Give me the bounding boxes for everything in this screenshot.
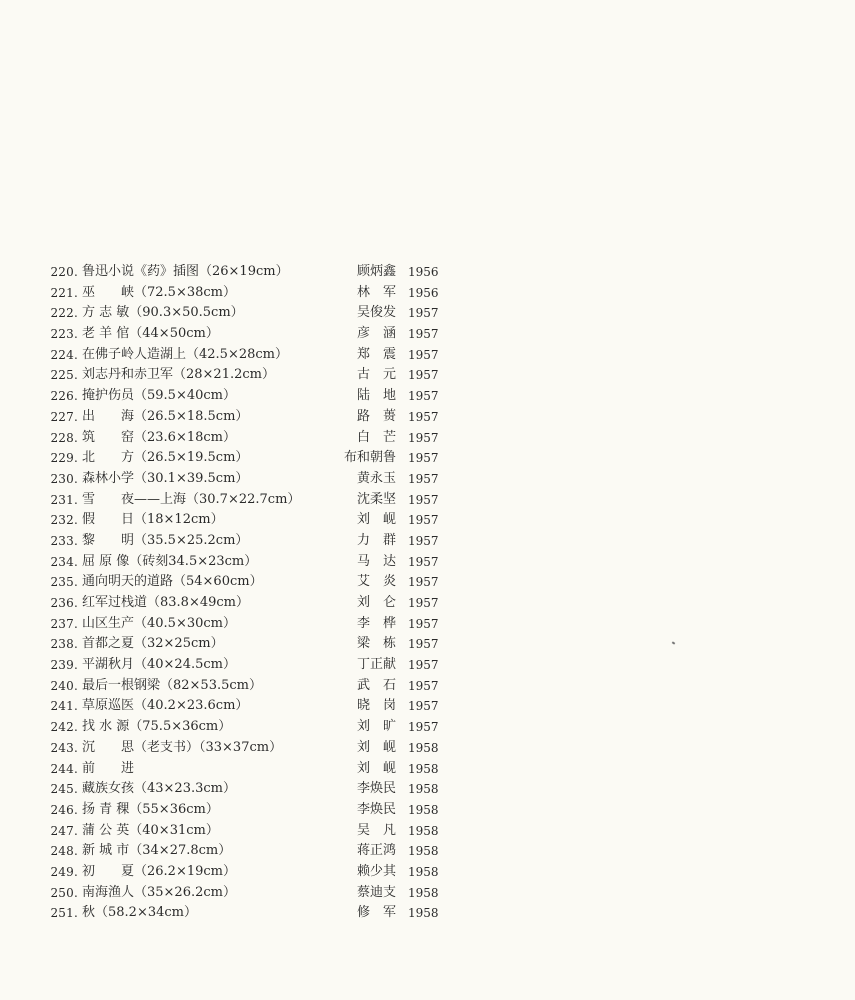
list-item xyxy=(40,759,460,780)
entry-number: 248. xyxy=(50,844,78,859)
artwork-title: 初 夏（26.2×19cm） xyxy=(82,863,236,879)
artwork-year: 1957 xyxy=(408,471,439,486)
entry-number: 244. xyxy=(50,761,78,776)
list-item xyxy=(40,676,460,697)
entry-number: 238. xyxy=(50,637,78,652)
artwork-title: 巫 峡（72.5×38cm） xyxy=(82,284,236,300)
artwork-title: 找 水 源（75.5×36cm） xyxy=(82,719,232,735)
list-item xyxy=(40,614,460,635)
artist-name: 李焕民 xyxy=(356,801,396,817)
artwork-year: 1957 xyxy=(408,389,439,404)
artwork-title: 最后一根钢梁（82×53.5cm） xyxy=(82,677,262,693)
artwork-title: 北 方（26.5×19.5cm） xyxy=(82,450,249,466)
list-item xyxy=(40,303,460,324)
entry-number: 236. xyxy=(50,596,78,610)
artwork-title: 老 羊 倌（44×50cm） xyxy=(82,326,219,342)
artist-name: 赖少其 xyxy=(356,863,396,879)
artist-name: 晓 岗 xyxy=(356,698,396,714)
artwork-year: 1957 xyxy=(408,596,439,610)
list-item xyxy=(40,634,460,655)
artwork-year: 1957 xyxy=(408,306,439,321)
list-item xyxy=(40,862,460,883)
artist-name: 林 军 xyxy=(356,284,396,300)
artist-name: 吴俊发 xyxy=(356,305,396,321)
artist-name: 武 石 xyxy=(356,677,396,693)
artwork-year: 1957 xyxy=(408,658,439,673)
artwork-year: 1957 xyxy=(408,513,439,528)
entry-number: 227. xyxy=(50,409,78,424)
artist-name: 刘 旷 xyxy=(356,719,396,735)
artwork-year: 1957 xyxy=(408,409,439,424)
artist-name: 彦 涵 xyxy=(356,326,396,342)
entry-number: 241. xyxy=(50,699,78,714)
artwork-title: 刘志丹和赤卫军（28×21.2cm） xyxy=(82,367,275,383)
artwork-year: 1957 xyxy=(408,637,439,652)
artist-name: 郑 震 xyxy=(356,346,396,362)
artist-name: 路 蒉 xyxy=(356,408,396,424)
artwork-year: 1957 xyxy=(408,616,439,631)
entry-number: 225. xyxy=(50,368,78,383)
artist-name: 修 军 xyxy=(356,905,396,921)
list-item xyxy=(40,903,460,924)
artist-name: 丁正献 xyxy=(356,657,396,673)
artist-name: 蔡迪支 xyxy=(356,884,396,900)
list-item xyxy=(40,883,460,904)
artwork-title: 蒲 公 英（40×31cm） xyxy=(82,822,219,838)
artwork-year: 1956 xyxy=(408,285,439,300)
entry-number: 224. xyxy=(50,347,78,362)
list-item xyxy=(40,800,460,821)
list-item xyxy=(40,448,460,469)
list-item xyxy=(40,717,460,738)
artwork-year: 1958 xyxy=(408,823,439,838)
artwork-title: 扬 青 稞（55×36cm） xyxy=(82,801,219,817)
artwork-year: 1957 xyxy=(408,554,439,569)
entry-number: 223. xyxy=(50,327,78,342)
artist-name: 沈柔坚 xyxy=(356,491,396,507)
artist-name: 白 芒 xyxy=(356,429,396,445)
list-item xyxy=(40,345,460,366)
list-item xyxy=(40,572,460,593)
entry-number: 221. xyxy=(50,285,78,300)
list-item xyxy=(40,531,460,552)
entry-number: 234. xyxy=(50,554,78,569)
artwork-year: 1958 xyxy=(408,906,439,921)
artwork-year: 1957 xyxy=(408,720,439,735)
artwork-year: 1957 xyxy=(408,327,439,342)
artwork-title: 筑 窑（23.6×18cm） xyxy=(82,429,236,445)
list-item xyxy=(40,324,460,345)
entry-number: 230. xyxy=(50,471,78,486)
artwork-list xyxy=(40,262,460,924)
list-item xyxy=(40,841,460,862)
artwork-title: 假 日（18×12cm） xyxy=(82,512,224,528)
artwork-title: 秋（58.2×34cm） xyxy=(82,905,197,921)
artwork-title: 掩护伤员（59.5×40cm） xyxy=(82,388,236,404)
entry-number: 235. xyxy=(50,575,78,590)
list-item xyxy=(40,283,460,304)
entry-number: 229. xyxy=(50,451,78,466)
entry-number: 237. xyxy=(50,616,78,631)
list-item xyxy=(40,428,460,449)
entry-number: 249. xyxy=(50,864,78,879)
artist-name: 刘 岘 xyxy=(356,739,396,755)
paper-speck xyxy=(672,641,676,644)
artist-name: 陆 地 xyxy=(356,388,396,404)
artwork-year: 1958 xyxy=(408,740,439,755)
artwork-title: 屈 原 像（砖刻34.5×23cm） xyxy=(82,553,258,569)
entry-number: 245. xyxy=(50,782,78,797)
list-item xyxy=(40,407,460,428)
artwork-title: 南海渔人（35×26.2cm） xyxy=(82,884,236,900)
entry-number: 250. xyxy=(50,885,78,900)
entry-number: 233. xyxy=(50,533,78,548)
artist-name: 马 达 xyxy=(356,553,396,569)
artist-name: 李焕民 xyxy=(356,781,396,797)
artwork-title: 藏族女孩（43×23.3cm） xyxy=(82,781,236,797)
artwork-year: 1957 xyxy=(408,678,439,693)
artwork-title: 平湖秋月（40×24.5cm） xyxy=(82,657,236,673)
artwork-year: 1957 xyxy=(408,533,439,548)
artwork-title: 前 进 xyxy=(82,760,135,776)
artwork-year: 1957 xyxy=(408,430,439,445)
artwork-title: 雪 夜——上海（30.7×22.7cm） xyxy=(82,491,301,507)
artist-name: 梁 栋 xyxy=(356,636,396,652)
artwork-year: 1957 xyxy=(408,368,439,383)
entry-number: 251. xyxy=(50,906,78,921)
artwork-year: 1957 xyxy=(408,451,439,466)
entry-number: 239. xyxy=(50,658,78,673)
entry-number: 246. xyxy=(50,802,78,817)
artist-name: 刘 仑 xyxy=(356,595,396,610)
entry-number: 243. xyxy=(50,740,78,755)
artist-name: 顾炳鑫 xyxy=(356,264,396,279)
artwork-title: 黎 明（35.5×25.2cm） xyxy=(82,532,249,548)
artwork-title: 鲁迅小说《药》插图（26×19cm） xyxy=(82,264,289,279)
list-item xyxy=(40,469,460,490)
list-item xyxy=(40,821,460,842)
artwork-year: 1957 xyxy=(408,699,439,714)
list-item xyxy=(40,510,460,531)
artist-name: 吴 凡 xyxy=(356,822,396,838)
artwork-title: 森林小学（30.1×39.5cm） xyxy=(82,470,249,486)
artwork-year: 1957 xyxy=(408,492,439,507)
list-item xyxy=(40,779,460,800)
list-item xyxy=(40,696,460,717)
artwork-year: 1958 xyxy=(408,802,439,817)
list-item xyxy=(40,490,460,511)
artwork-title: 出 海（26.5×18.5cm） xyxy=(82,408,249,424)
artwork-title: 新 城 市（34×27.8cm） xyxy=(82,843,232,859)
entry-number: 222. xyxy=(50,306,78,321)
artist-name: 刘 岘 xyxy=(356,760,396,776)
entry-number: 231. xyxy=(50,492,78,507)
artist-name: 李 桦 xyxy=(356,615,396,631)
artist-name: 刘 岘 xyxy=(356,512,396,528)
entry-number: 232. xyxy=(50,513,78,528)
artwork-year: 1958 xyxy=(408,782,439,797)
artwork-title: 草原巡医（40.2×23.6cm） xyxy=(82,698,249,714)
artwork-year: 1956 xyxy=(408,265,439,279)
artwork-title: 沉 思（老支书）（33×37cm） xyxy=(82,739,283,755)
list-item xyxy=(40,386,460,407)
entry-number: 247. xyxy=(50,823,78,838)
list-item xyxy=(40,262,460,283)
artist-name: 黄永玉 xyxy=(356,470,396,486)
artwork-title: 方 志 敏（90.3×50.5cm） xyxy=(82,305,244,321)
artwork-title: 在佛子岭人造湖上（42.5×28cm） xyxy=(82,346,288,362)
list-item xyxy=(40,738,460,759)
list-item xyxy=(40,552,460,573)
artist-name: 古 元 xyxy=(356,367,396,383)
artist-name: 艾 炎 xyxy=(356,574,396,590)
artist-name: 布和朝鲁 xyxy=(343,450,396,466)
entry-number: 240. xyxy=(50,678,78,693)
artwork-year: 1957 xyxy=(408,347,439,362)
artist-name: 蒋正鸿 xyxy=(356,843,396,859)
artwork-year: 1958 xyxy=(408,761,439,776)
artist-name: 力 群 xyxy=(356,532,396,548)
entry-number: 220. xyxy=(50,265,78,279)
artwork-title: 通向明天的道路（54×60cm） xyxy=(82,574,263,590)
artwork-year: 1958 xyxy=(408,864,439,879)
list-item xyxy=(40,593,460,614)
artwork-year: 1957 xyxy=(408,575,439,590)
entry-number: 242. xyxy=(50,720,78,735)
artwork-title: 红军过栈道（83.8×49cm） xyxy=(82,595,249,610)
artwork-title: 首都之夏（32×25cm） xyxy=(82,636,224,652)
entry-number: 228. xyxy=(50,430,78,445)
artwork-title: 山区生产（40.5×30cm） xyxy=(82,615,236,631)
list-item xyxy=(40,655,460,676)
artwork-year: 1958 xyxy=(408,844,439,859)
artwork-year: 1958 xyxy=(408,885,439,900)
entry-number: 226. xyxy=(50,389,78,404)
list-item xyxy=(40,365,460,386)
